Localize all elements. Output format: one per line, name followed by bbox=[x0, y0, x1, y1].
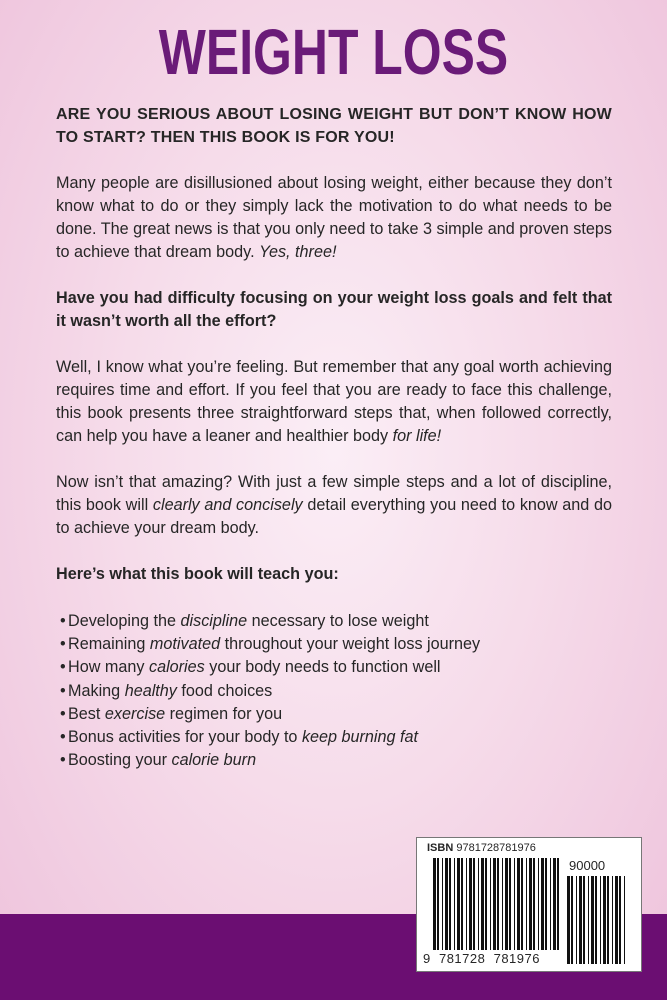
list-item bbox=[60, 726, 612, 749]
isbn-number: 9781728781976 bbox=[456, 842, 536, 854]
list-item-text: your body needs to function well bbox=[204, 658, 441, 677]
price-code: 90000 bbox=[569, 858, 606, 873]
barcode-bar bbox=[600, 876, 601, 964]
isbn-prefix: ISBN bbox=[427, 842, 454, 854]
list-item-emphasis: keep burning fat bbox=[301, 728, 419, 747]
list-item-text: Boosting your bbox=[68, 751, 172, 770]
barcode-bar bbox=[502, 858, 503, 950]
barcode-bar bbox=[461, 858, 463, 950]
paragraph-amazing-emphasis: clearly and concisely bbox=[152, 496, 303, 514]
barcode-bar bbox=[445, 858, 448, 950]
barcode-bar bbox=[517, 858, 520, 950]
barcode-bar bbox=[497, 858, 499, 950]
barcode-bar bbox=[591, 876, 594, 964]
barcode-bar bbox=[603, 876, 606, 964]
isbn-barcode bbox=[416, 837, 642, 972]
back-cover-text bbox=[56, 103, 612, 772]
barcode-bar bbox=[466, 858, 467, 950]
question-heading: Have you had difficulty focusing on your weight loss goals and felt that it wasn’t worth all the effort? bbox=[56, 289, 612, 330]
barcode-bar bbox=[442, 858, 443, 950]
list-item-emphasis: discipline bbox=[180, 612, 248, 630]
barcode-bar bbox=[481, 858, 484, 950]
list-item-text: Best bbox=[68, 704, 105, 723]
list-item-text: throughout your weight loss journey bbox=[220, 635, 481, 654]
list-item-emphasis: exercise bbox=[104, 704, 166, 723]
barcode-bar bbox=[595, 876, 597, 964]
barcode-bar bbox=[612, 876, 613, 964]
bullet-icon: • bbox=[60, 658, 66, 677]
list-item-emphasis: motivated bbox=[149, 635, 221, 654]
list-item bbox=[60, 749, 612, 772]
paragraph-amazing-text-b: detail everything you need to know and do to achieve your dream body. bbox=[56, 496, 613, 537]
list-item-emphasis: calories bbox=[148, 658, 205, 677]
barcode-bar bbox=[457, 858, 460, 950]
barcode-bar bbox=[521, 858, 523, 950]
barcode-bar bbox=[576, 876, 577, 964]
barcode-bar bbox=[509, 858, 511, 950]
list-heading: Here’s what this book will teach you: bbox=[56, 565, 339, 583]
list-item bbox=[60, 680, 612, 703]
barcode-bar bbox=[437, 858, 439, 950]
barcode-bar bbox=[529, 858, 532, 950]
barcode-digits bbox=[423, 951, 540, 966]
paragraph-challenge bbox=[56, 356, 612, 448]
paragraph-intro-text: Many people are disillusioned about losing weight, either because they don’t know what to do or they simply lack the motivation to do what needs to be done. The great news is that you only need to take 3 simple and proven steps to achieve that dream body. bbox=[56, 174, 612, 261]
barcode-bar bbox=[493, 858, 496, 950]
barcode-bar bbox=[588, 876, 589, 964]
bullet-icon: • bbox=[60, 704, 66, 723]
list-item bbox=[60, 633, 612, 656]
bullet-icon: • bbox=[60, 681, 66, 700]
bullet-icon: • bbox=[60, 751, 66, 770]
paragraph-amazing-text-a: Now isn’t that amazing? With just a few simple steps and a lot of discipline, this book will bbox=[56, 473, 612, 514]
barcode-bar bbox=[615, 876, 618, 964]
bullet-icon: • bbox=[60, 728, 66, 747]
barcode-bar bbox=[619, 876, 621, 964]
barcode-bar bbox=[571, 876, 573, 964]
paragraph-amazing bbox=[56, 471, 612, 540]
barcode-bar bbox=[473, 858, 475, 950]
paragraph-challenge-emphasis: for life! bbox=[392, 427, 442, 445]
barcode-bar bbox=[454, 858, 455, 950]
barcode-bar bbox=[514, 858, 515, 950]
bullet-icon: • bbox=[60, 635, 66, 654]
barcode-bar bbox=[553, 858, 556, 950]
list-item-text: food choices bbox=[176, 681, 273, 700]
barcode-bar bbox=[478, 858, 479, 950]
lead-question: ARE YOU SERIOUS ABOUT LOSING WEIGHT BUT DON’T KNOW HOW TO START? THEN THIS BOOK IS FOR YOU! bbox=[56, 106, 612, 146]
bullet-icon: • bbox=[60, 612, 66, 630]
barcode-bar bbox=[533, 858, 535, 950]
barcode-bar bbox=[469, 858, 472, 950]
list-item-emphasis: healthy bbox=[124, 681, 177, 700]
list-item-text: necessary to lose weight bbox=[247, 612, 429, 630]
teach-list bbox=[56, 610, 612, 772]
barcode-bar bbox=[550, 858, 551, 950]
barcode-bar bbox=[505, 858, 508, 950]
barcode-digit-group2: 781976 bbox=[493, 951, 540, 966]
list-item-text: regimen for you bbox=[165, 704, 283, 723]
barcode-bar bbox=[433, 858, 436, 950]
barcode-bar bbox=[607, 876, 609, 964]
list-item bbox=[60, 610, 612, 633]
book-title: WEIGHT LOSS bbox=[158, 16, 509, 88]
barcode-bar bbox=[490, 858, 491, 950]
list-item bbox=[60, 656, 612, 679]
list-item-emphasis: calorie burn bbox=[171, 751, 257, 770]
barcode-bar bbox=[557, 858, 559, 950]
paragraph-intro bbox=[56, 172, 612, 264]
list-item bbox=[60, 703, 612, 726]
barcode-bar bbox=[538, 858, 539, 950]
barcode-bar bbox=[583, 876, 585, 964]
list-item-text: Remaining bbox=[68, 635, 150, 654]
barcode-bar bbox=[485, 858, 487, 950]
barcode-bar bbox=[545, 858, 547, 950]
list-item-text: Developing the bbox=[68, 612, 181, 630]
barcode-bar bbox=[567, 876, 570, 964]
barcode-bar bbox=[526, 858, 527, 950]
paragraph-challenge-text: Well, I know what you’re feeling. But remember that any goal worth achieving requires time and effort. If you feel that you are ready to face this challenge, this book presents three straightforward steps that, when followed correctly, can help you have a leaner and healthier body bbox=[56, 358, 612, 445]
barcode-bar bbox=[449, 858, 451, 950]
list-item-text: How many bbox=[68, 658, 149, 677]
barcode-digit-group1: 781728 bbox=[438, 951, 486, 966]
barcode-bar bbox=[624, 876, 625, 964]
list-item-text: Making bbox=[68, 681, 125, 700]
barcode-bar bbox=[541, 858, 544, 950]
list-item-text: Bonus activities for your body to bbox=[68, 728, 302, 747]
barcode-bar bbox=[579, 876, 582, 964]
paragraph-intro-emphasis: Yes, three! bbox=[259, 243, 337, 261]
barcode-digit-first: 9 bbox=[423, 951, 431, 966]
